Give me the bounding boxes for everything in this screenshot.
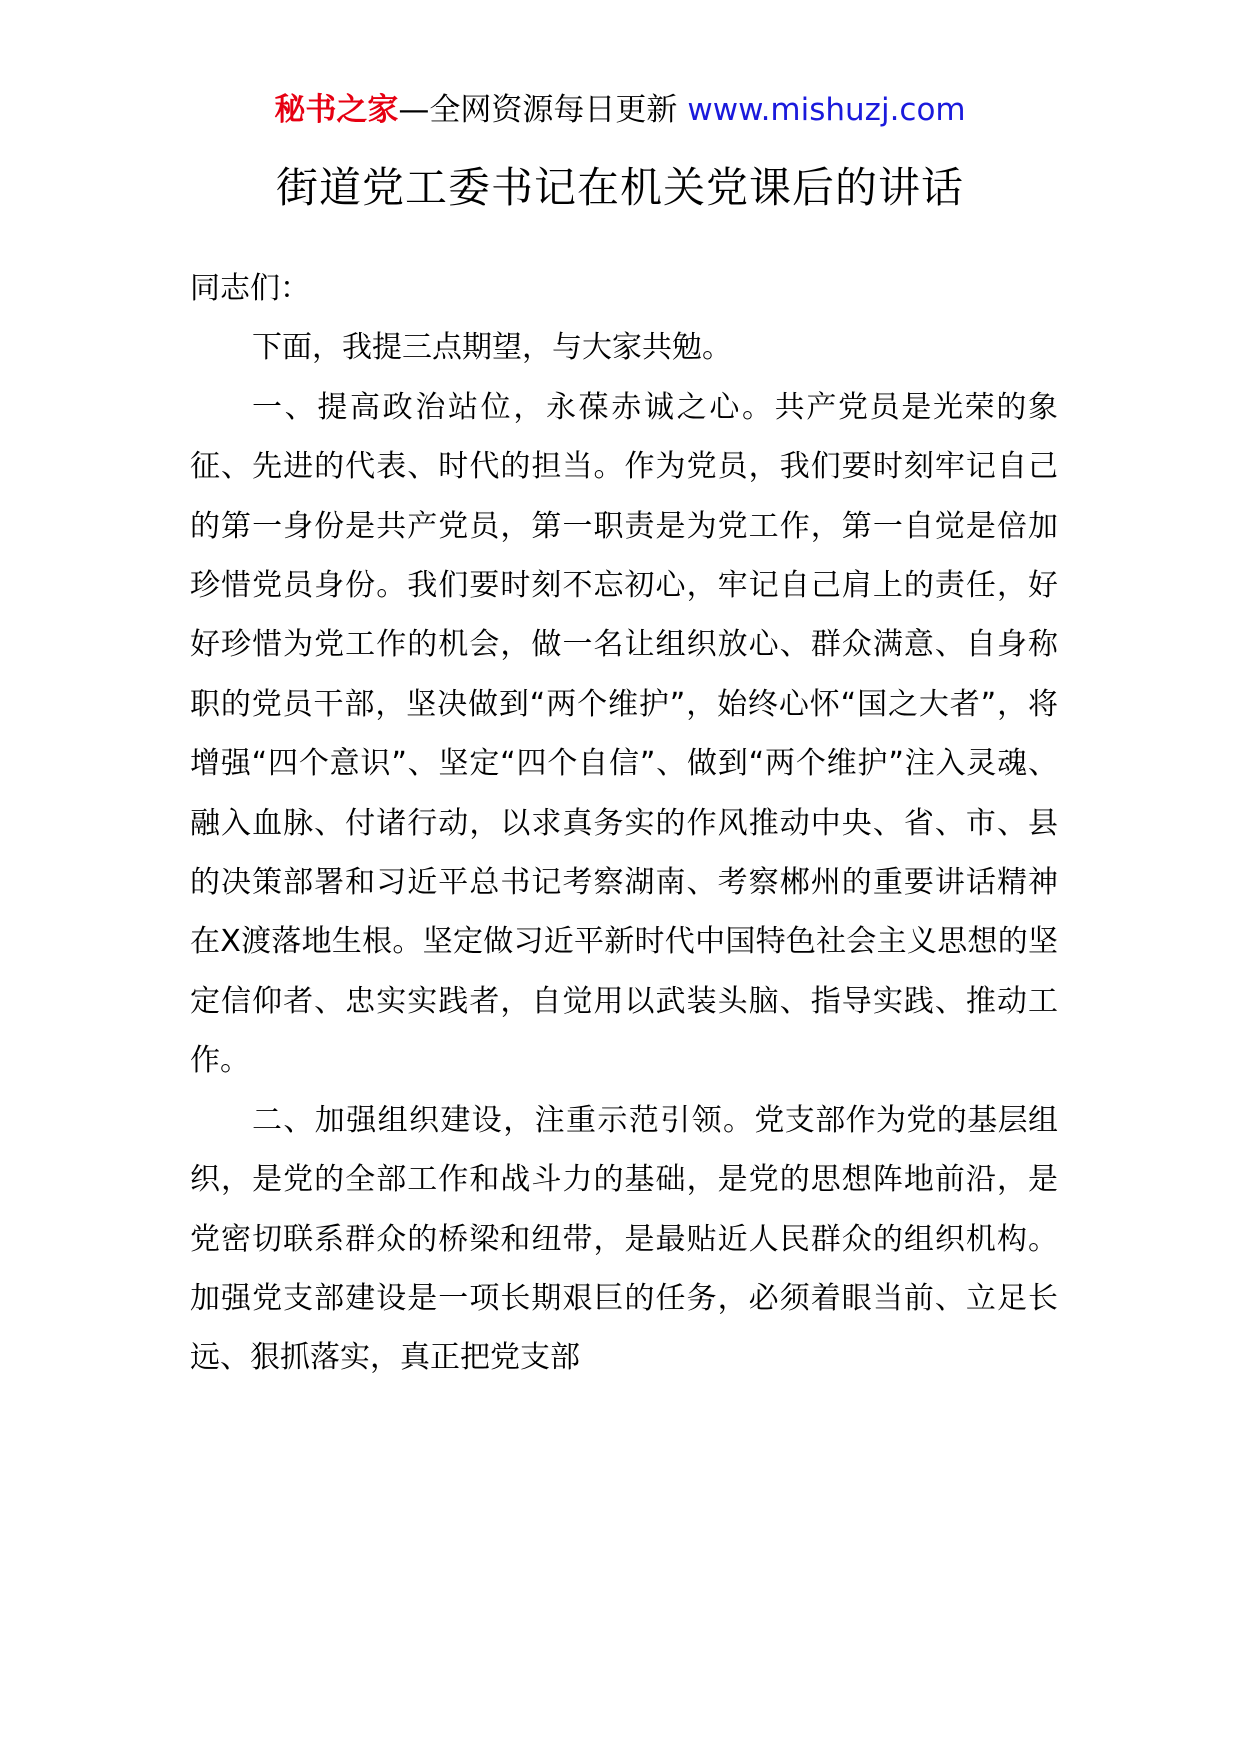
intro-paragraph: 下面，我提三点期望，与大家共勉。	[252, 330, 732, 366]
section-paragraph	[190, 1091, 1058, 1388]
section-paragraph	[190, 378, 1058, 1091]
banner-tagline: —全网资源每日更新	[398, 92, 678, 128]
document-body	[190, 259, 1058, 1388]
document-title: 街道党工委书记在机关党课后的讲话	[275, 163, 964, 212]
brand-name: 秘书之家	[274, 92, 399, 128]
site-url-link[interactable]: www.mishuzj.com	[687, 92, 966, 128]
section-heading: 二、加强组织建设，注重示范引领。	[252, 1102, 755, 1138]
section-heading: 一、提高政治站位，永葆赤诚之心。	[252, 389, 775, 425]
site-banner	[0, 90, 1240, 130]
section-text: 共产党员是光荣的象征、先进的代表、时代的担当。作为党员，我们要时刻牢记自己的第一身份是共产党员，第一职责是为党工作，第一自觉是倍加珍惜党员身份。我们要时刻不忘初心，牢记自己肩上的责任，好好珍惜为党工作的机会，做一名让组织放心、群众满意、自身称职的党员干部，坚决做到“两个维护”，始终心怀“国之大者”，将增强“四个意识”、坚定“四个自信”、做到“两个维护”注入灵魂、融入血脉、付诸行动，以求真务实的作风推动中央、省、市、县的决策部署和习近平总书记考察湖南、考察郴州的重要讲话精神在X渡落地生根。坚定做习近平新时代中国特色社会主义思想的坚定信仰者、忠实实践者，自觉用以武装头脑、指导实践、推动工作。	[190, 389, 1059, 1079]
section-text: 党支部作为党的基层组织，是党的全部工作和战斗力的基础，是党的思想阵地前沿，是党密切联系群众的桥梁和纽带，是最贴近人民群众的组织机构。加强党支部建设是一项长期艰巨的任务，必须着眼当前、立足长远、狠抓落实，真正把党支部	[190, 1102, 1059, 1376]
salutation: 同志们：	[190, 271, 310, 306]
